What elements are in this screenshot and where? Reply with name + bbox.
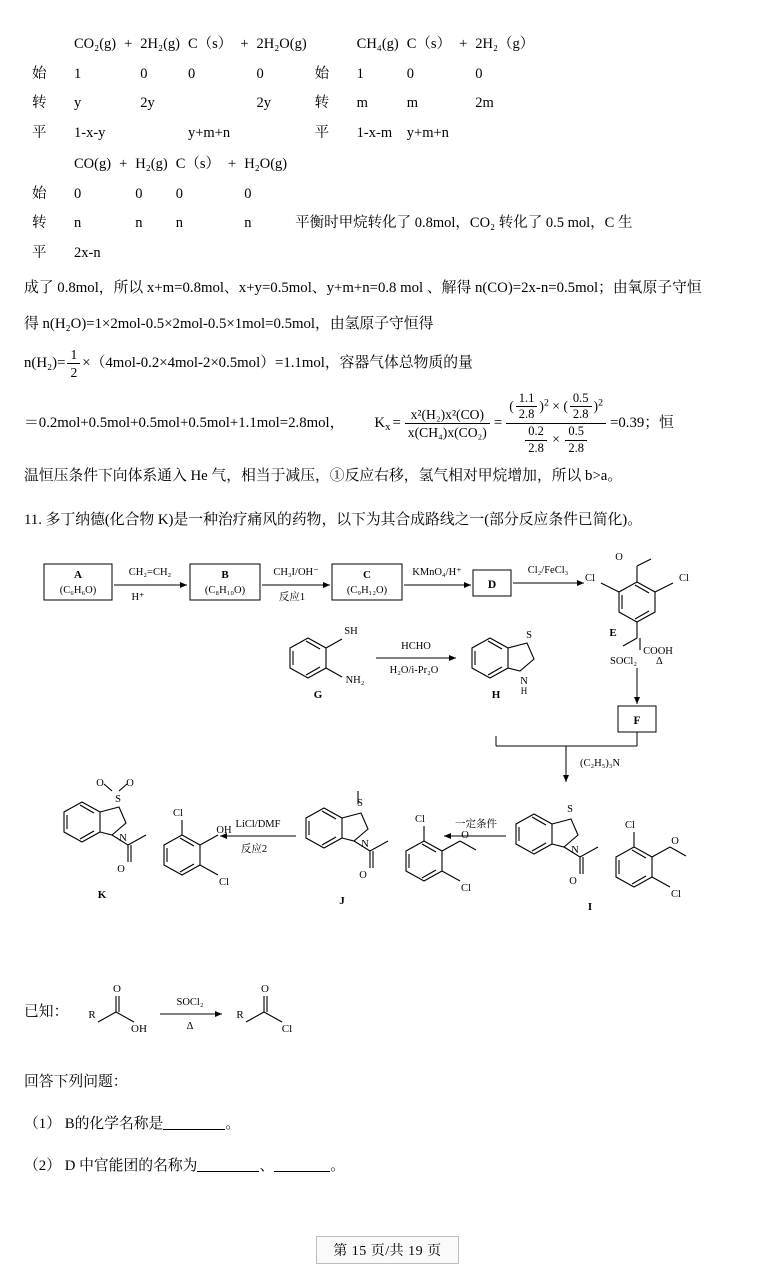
row-label-start: 始 [32, 65, 47, 82]
label-Cl-J1: Cl [415, 813, 425, 825]
cell: 1 [356, 65, 364, 82]
svg-text:一定条件: 一定条件 [455, 818, 497, 830]
label-R-left: R [88, 1008, 96, 1021]
answer-blank-2a[interactable] [197, 1156, 259, 1172]
row-label-change-2: 转 [314, 95, 330, 112]
equilibrium-block-1 [24, 30, 751, 148]
known-reaction-svg [82, 976, 342, 1054]
nh2-suffix: ×（4mol-0.2×4mol-2×0.5mol）=1.1mol，容器气体总物质的量 [82, 354, 473, 371]
arrow-G-to-H [376, 641, 456, 676]
svg-text:SOCl₂: SOCl₂ [610, 655, 638, 667]
arrow-B-to-C [262, 567, 330, 603]
species-h2-3: H₂(g) [135, 156, 168, 173]
cell: 0 [244, 185, 252, 202]
svg-text:(C₈H₁₀O): (C₈H₁₀O) [204, 584, 246, 596]
arrow-A-to-B [114, 567, 187, 603]
structure-label-G: G [313, 688, 323, 701]
label-NH2: NH₂ [345, 674, 365, 686]
label-O-left: O [113, 982, 121, 995]
table-row [28, 209, 636, 239]
label-Cl-K2: Cl [219, 876, 229, 888]
label-Cl-E1: Cl [585, 572, 595, 584]
cell [253, 119, 311, 149]
svg-text:反应1: 反应1 [278, 591, 306, 603]
svg-text:A: A [74, 568, 82, 581]
label-COOH: COOH [643, 645, 673, 657]
side-note: 平衡时甲烷转化了 0.8mol，CO₂ 转化了 0.5 mol，C 生 [295, 215, 633, 232]
spacer [291, 180, 636, 210]
species-c-2: C（s） [406, 36, 452, 52]
sub-question-1-number: （1） [24, 1116, 61, 1132]
label-N-I: N [571, 844, 579, 856]
label-O-J: O [359, 869, 367, 881]
structure-label-H: H [491, 688, 501, 701]
equilibrium-table-2 [28, 150, 636, 268]
species-c: C（s） [187, 36, 233, 52]
label-N-J: N [361, 838, 369, 850]
kx-numerator: ( $\frac{1.1}{2.8}$ )$^2$ × ( $\frac{0.5}{2.8}$ )$^2$ [506, 391, 606, 424]
answer-blank-2b[interactable] [274, 1156, 330, 1172]
cell [236, 119, 252, 149]
cell [224, 209, 240, 239]
sub-question-1-period: 。 [225, 1116, 241, 1132]
times-2: × [552, 431, 560, 447]
species-co: CO(g) [74, 156, 112, 173]
row-label-eq-2: 平 [314, 124, 330, 141]
sub-question-2-number: （2） [24, 1158, 61, 1175]
label-O-K2: O [126, 777, 134, 789]
frac-0-5-over-2-8: $\frac{0.5}{2.8}$ [570, 391, 592, 423]
label-S-I: S [567, 803, 573, 815]
frac-0-5-over-2-8-b: $\frac{0.5}{2.8}$ [565, 424, 587, 456]
cell [115, 209, 131, 239]
kx-label: $K_x$ [374, 415, 391, 434]
solution-line-2: 得 n(H₂O)=1×2mol-0.5×2mol-0.5×1mol=0.5mol，由氢原子守恒得 [24, 315, 434, 332]
solution-line-3 [24, 346, 751, 381]
plus-1: + [124, 36, 133, 52]
cell: 2y [256, 95, 271, 112]
question-text: 多丁纳德(化合物 K)是一种治疗痛风的药物，以下为其合成路线之一(部分反应条件已简化)。 [45, 511, 643, 528]
label-SH: SH [344, 625, 358, 637]
cell: y+m+n [406, 124, 449, 141]
solution-line-5: 温恒压条件下向体系通入 He 气，相当于减压，①反应右移，氢气相对甲烷增加，所以 b>a。 [24, 468, 623, 485]
cell: 0 [256, 65, 264, 82]
cell [120, 60, 136, 90]
answer-blank-1[interactable] [163, 1114, 225, 1130]
cell [115, 180, 131, 210]
compound-box-A [44, 564, 112, 600]
structure-H [472, 638, 534, 678]
label-O-I2: O [671, 835, 679, 847]
cell [455, 119, 471, 149]
cell [455, 89, 471, 119]
question-number: 11. [24, 511, 42, 528]
cell: 2y [140, 95, 155, 112]
arrow-label-Et3N: (C₂H₅)₃N [580, 757, 621, 769]
structure-I [516, 814, 686, 887]
times-1: × [552, 397, 560, 413]
page-footer [0, 1236, 775, 1264]
cell [236, 89, 252, 119]
synthesis-scheme [24, 546, 751, 966]
cell [136, 119, 184, 149]
table-row [28, 239, 636, 269]
label-OH-K: OH [216, 824, 232, 836]
svg-text:SOCl₂: SOCl₂ [176, 996, 204, 1008]
species-h2o: 2H₂O(g) [256, 36, 307, 52]
known-reaction-block [24, 976, 751, 1054]
svg-text:HCHO: HCHO [401, 640, 431, 652]
cell [471, 119, 538, 149]
answer-prompt: 回答下列问题： [24, 1073, 128, 1090]
label-O-right: O [261, 982, 269, 995]
label-O-J2: O [461, 829, 469, 841]
kx-fraction: $\frac{\text{x²(H₂)x²(CO)}}{\text{x(CH₄)x(CO₂)}}$ [405, 406, 490, 441]
label-Cl-I1: Cl [625, 819, 635, 831]
table-row [28, 89, 538, 119]
table-row [28, 60, 538, 90]
species-h2: 2H₂(g) [140, 36, 180, 52]
cell: m [356, 95, 368, 112]
kx-big-fraction [506, 391, 606, 457]
row-label-start-2: 始 [314, 65, 330, 82]
row-label-eq: 平 [32, 124, 47, 141]
cell: 2m [475, 95, 494, 112]
svg-text:Cl₂/FeCl₃: Cl₂/FeCl₃ [527, 564, 569, 576]
label-Cl-right: Cl [281, 1022, 293, 1035]
structure-label-K: K [97, 888, 107, 901]
kx-denominator [506, 424, 606, 456]
svg-text:(C₉H₁₂O): (C₉H₁₂O) [346, 584, 388, 596]
equilibrium-table-1 [28, 30, 538, 148]
cell [455, 60, 471, 90]
label-OH-left: OH [131, 1022, 147, 1035]
cell: 0 [187, 65, 196, 82]
nh2-prefix: n(H₂)= [24, 354, 66, 371]
label-Cl-E2: Cl [679, 572, 689, 584]
table-row [28, 180, 636, 210]
label-O-I: O [569, 875, 577, 887]
cell: 0 [175, 185, 183, 202]
row-label-eq-3: 平 [32, 244, 47, 261]
label-R-right: R [236, 1008, 244, 1021]
plus-5: + [228, 156, 237, 173]
page-number: 第 15 页/共 19 页 [316, 1236, 458, 1264]
kx-expression-line [24, 391, 751, 457]
row-label-change: 转 [32, 95, 47, 112]
cell: 1-x-m [356, 124, 393, 141]
svg-text:F: F [633, 714, 641, 727]
structure-K [64, 784, 218, 875]
total-moles-text: ＝0.2mol+0.5mol+0.5mol+0.5mol+1.1mol=2.8mol， [24, 415, 345, 432]
svg-text:(C₆H₆O): (C₆H₆O) [59, 584, 97, 596]
cell [240, 239, 291, 269]
sub-question-1-text: B的化学名称是 [64, 1116, 164, 1132]
plus-3: + [459, 36, 468, 52]
cell: 1-x-y [74, 124, 106, 141]
cell: 2x-n [74, 244, 101, 261]
cell: 0 [406, 65, 415, 82]
known-label: 已知： [24, 1003, 69, 1020]
svg-text:H₂O/i-Pr₂O: H₂O/i-Pr₂O [389, 664, 439, 676]
sub-question-2 [24, 1152, 751, 1180]
compound-box-C [332, 564, 402, 600]
spacer [291, 150, 636, 180]
cell [184, 89, 236, 119]
compound-box-D [473, 570, 511, 596]
arrow-C-to-D [404, 567, 471, 585]
row-label-blank [28, 30, 70, 60]
cell: n [175, 215, 183, 232]
species-c-3: C（s） [175, 156, 221, 173]
cell: 0 [140, 65, 148, 82]
label-O-E: O [615, 551, 623, 563]
sub-question-2-text: D 中官能团的名称为 [64, 1158, 198, 1175]
plus-2: + [240, 36, 249, 52]
species-co2: CO₂(g) [74, 36, 117, 52]
sub-question-2-period: 。 [330, 1158, 346, 1175]
compound-box-B [190, 564, 260, 600]
svg-text:CH₃I/OH⁻: CH₃I/OH⁻ [273, 566, 319, 578]
frac-0-2-over-2-8: $\frac{0.2}{2.8}$ [525, 424, 547, 456]
sub-question-2-sep: 、 [259, 1158, 275, 1175]
species-h2o-2: H₂O(g) [244, 156, 288, 173]
label-H-NH: H [520, 685, 528, 696]
cell: 0 [135, 185, 143, 202]
structure-label-J: J [339, 894, 345, 907]
cell [224, 180, 240, 210]
cell: 0 [74, 185, 82, 202]
cell: n [244, 215, 252, 232]
label-Cl-K1: Cl [173, 807, 183, 819]
kx-equals: = [392, 415, 401, 432]
cell [120, 119, 136, 149]
svg-text:Δ: Δ [186, 1020, 194, 1032]
row-label-blank-2 [311, 30, 353, 60]
cell: y+m+n [187, 124, 231, 141]
svg-text:Δ: Δ [656, 655, 663, 667]
known-left-structure [98, 996, 134, 1022]
cell: m [406, 95, 419, 112]
cell [172, 239, 224, 269]
label-S-K: S [115, 793, 121, 805]
label-S-J: S [357, 797, 363, 809]
label-S-H: S [526, 629, 532, 641]
cell [236, 60, 252, 90]
frac-1-1-over-2-8: $\frac{1.1}{2.8}$ [516, 391, 538, 423]
cell: n [135, 215, 143, 232]
compound-box-F [618, 706, 656, 732]
label-Cl-J2: Cl [461, 882, 471, 894]
structure-label-I: I [587, 900, 593, 913]
known-right-structure [246, 996, 282, 1022]
arrow-D-to-E [513, 565, 584, 583]
cell: 0 [475, 65, 483, 82]
svg-text:CH₂=CH₂: CH₂=CH₂ [128, 566, 172, 578]
label-N-H: N [520, 675, 528, 687]
label-Cl-I2: Cl [671, 888, 681, 900]
row-label-start-3: 始 [32, 185, 47, 202]
svg-text:B: B [221, 568, 229, 581]
kx-equals-2: = [493, 415, 503, 432]
question-11-stem [24, 506, 751, 534]
label-O-K3: O [117, 863, 125, 875]
svg-text:H⁺: H⁺ [131, 591, 145, 603]
fraction-one-half: $\frac{1}{2}$ [67, 346, 80, 381]
equilibrium-block-2 [24, 150, 751, 268]
arrow-I-to-J [444, 817, 506, 836]
bracket-F-H [496, 732, 637, 782]
cell [120, 89, 136, 119]
cell [224, 239, 240, 269]
cell: 1 [74, 65, 82, 82]
svg-text:LiCl/DMF: LiCl/DMF [235, 818, 281, 830]
scheme-svg [24, 546, 751, 966]
cell [131, 239, 171, 269]
table-header-row [28, 150, 636, 180]
label-N-K: N [119, 832, 127, 844]
species-ch4: CH₄(g) [356, 36, 399, 52]
plus-4: + [119, 156, 128, 173]
cell: y [74, 95, 82, 112]
solution-line-1: 成了 0.8mol，所以 x+m=0.8mol、x+y=0.5mol、y+m+n=0.8 mol 、解得 n(CO)=2x-n=0.5mol；由氧原子守恒 [24, 280, 702, 297]
sub-question-1 [24, 1110, 751, 1138]
cell: n [74, 215, 82, 232]
svg-text:C: C [363, 568, 371, 581]
spacer [291, 239, 636, 269]
table-header-row [28, 30, 538, 60]
row-label-blank-3 [28, 150, 70, 180]
cell [115, 239, 131, 269]
arrow-E-to-F [610, 656, 663, 704]
known-arrow [160, 997, 222, 1032]
structure-label-E: E [609, 626, 617, 639]
structure-G [290, 638, 342, 678]
svg-text:反应2: 反应2 [240, 843, 268, 855]
kx-result: =0.39；恒 [610, 415, 674, 432]
table-row [28, 119, 538, 149]
label-O-K1: O [96, 777, 104, 789]
species-h2-2: 2H₂（g） [475, 36, 535, 52]
svg-text:KMnO₄/H⁺: KMnO₄/H⁺ [412, 566, 462, 578]
row-label-change-3: 转 [32, 215, 47, 232]
svg-text:D: D [487, 578, 497, 591]
